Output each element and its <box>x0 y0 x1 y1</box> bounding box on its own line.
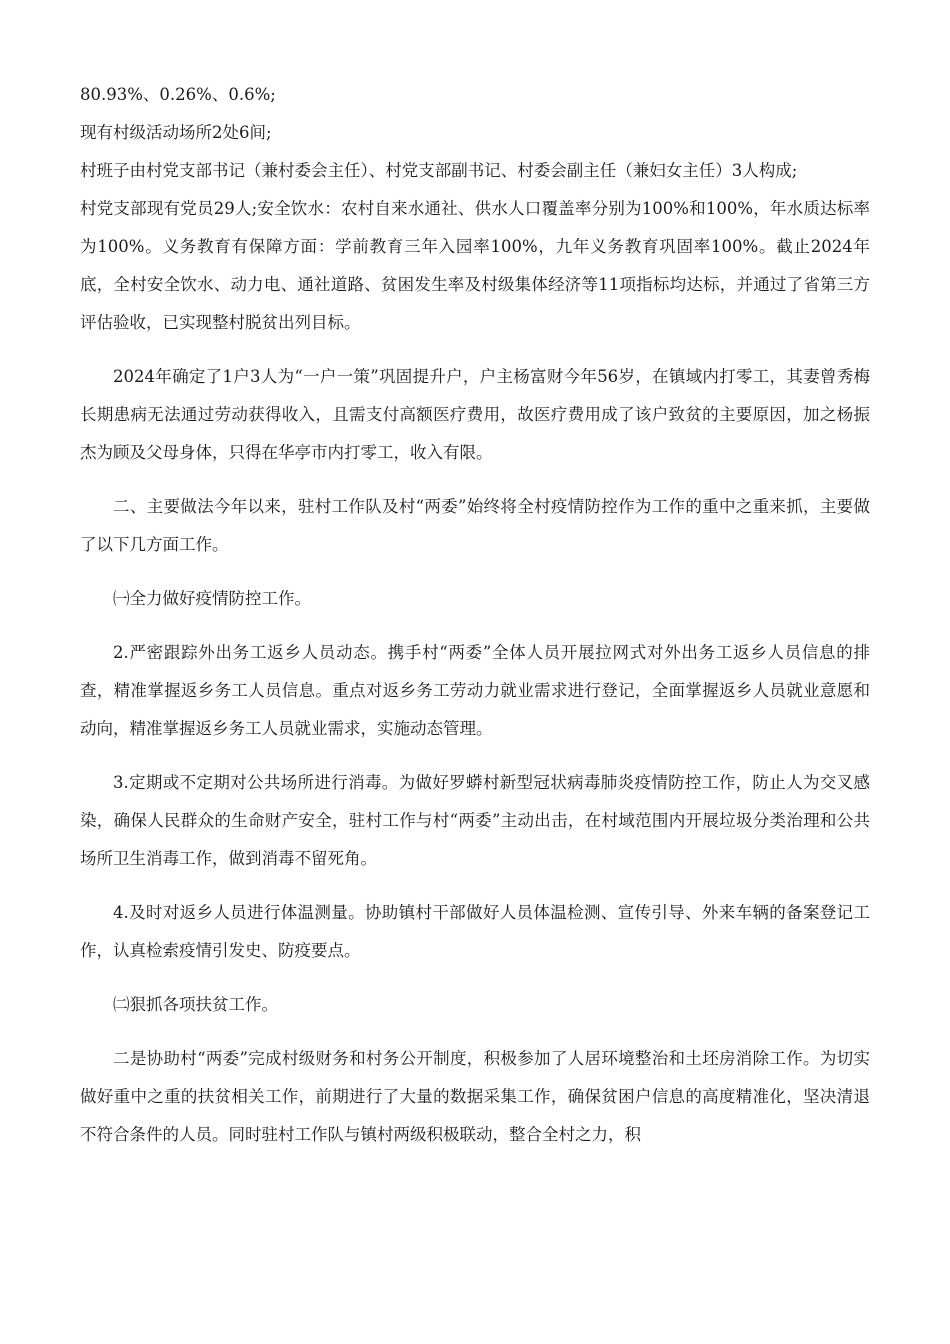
heading-poverty-work: ㈡狠抓各项扶贫工作。 <box>113 995 278 1014</box>
text-line-rates: 80.93%、0.26%、0.6%; <box>80 85 276 104</box>
paragraph-household-2024: 2024年确定了1户3人为“一户一策”巩固提升户，户主杨富财今年56岁，在镇域内打零工，其妻曾秀梅长期患病无法通过劳动获得收入，且需支付高额医疗费用，故医疗费用成了该户致贫的主要原因，加之杨振杰为顾及父母身体，只得在华亭市内打零工，收入有限。 <box>80 367 870 462</box>
heading-epidemic-prevention: ㈠全力做好疫情防控工作。 <box>113 589 311 608</box>
text-line-village-committee: 村班子由村党支部书记（兼村委会主任）、村党支部副书记、村委会副主任（兼妇女主任）3人构成; <box>80 161 798 180</box>
paragraph-item-4: 4.及时对返乡人员进行体温测量。协助镇村干部做好人员体温检测、宣传引导、外来车辆的备案登记工作，认真检索疫情引发史、防疫要点。 <box>80 903 870 960</box>
paragraph-main-practices: 二、主要做法今年以来，驻村工作队及村“两委”始终将全村疫情防控作为工作的重中之重来抓，主要做了以下几方面工作。 <box>80 497 870 554</box>
paragraph-item-3: 3.定期或不定期对公共场所进行消毒。为做好罗蟒村新型冠状病毒肺炎疫情防控工作，防止人为交叉感染，确保人民群众的生命财产安全，驻村工作与村“两委”主动出击，在村域范围内开展垃圾分类治理和公共场所卫生消毒工作，做到消毒不留死角。 <box>80 773 870 868</box>
text-line-activity-venues: 现有村级活动场所2处6间; <box>80 123 272 142</box>
paragraph-party-members-water: 村党支部现有党员29人;安全饮水：农村自来水通社、供水人口覆盖率分别为100%和100%，年水质达标率为100%。义务教育有保障方面：学前教育三年入园率100%，九年义务教育巩固率100%。截止2024年底，全村安全饮水、动力电、通社道路、贫困发生率及村级集体经济等11项指标均达标，并通过了省第三方评估验收，已实现整村脱贫出列目标。 <box>80 199 870 332</box>
paragraph-item-2: 2.严密跟踪外出务工返乡人员动态。携手村“两委”全体人员开展拉网式对外出务工返乡人员信息的排查，精准掌握返乡务工人员信息。重点对返乡务工劳动力就业需求进行登记，全面掌握返乡人员就业意愿和动向，精准掌握返乡务工人员就业需求，实施动态管理。 <box>80 643 870 738</box>
document-page <box>80 76 870 1154</box>
paragraph-second-point: 二是协助村“两委”完成村级财务和村务公开制度，积极参加了人居环境整治和土坯房消除工作。为切实做好重中之重的扶贫相关工作，前期进行了大量的数据采集工作，确保贫困户信息的高度精准化，坚决清退不符合条件的人员。同时驻村工作队与镇村两级积极联动，整合全村之力，积 <box>80 1049 870 1144</box>
